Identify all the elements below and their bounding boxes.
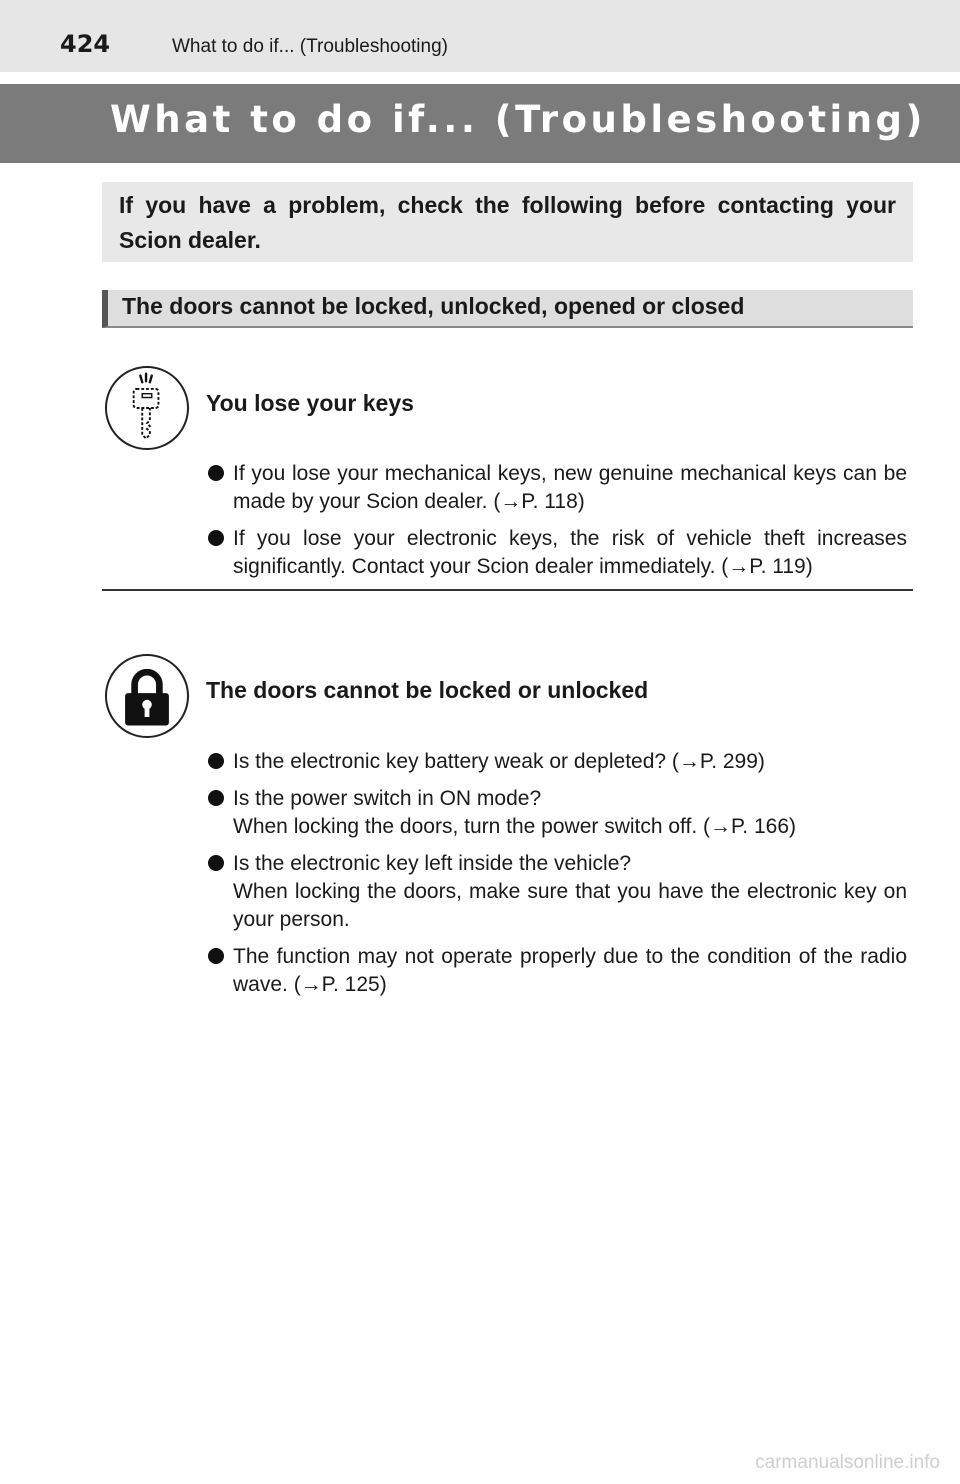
section-title: The doors cannot be locked, unlocked, opened or closed: [122, 293, 745, 319]
list-item: Is the electronic key left inside the vehicle? When locking the doors, make sure that you have the electronic key on your person.: [207, 850, 907, 934]
bullet-dot: [208, 465, 224, 481]
intro-box: [102, 182, 913, 262]
list-item: If you lose your mechanical keys, new genuine mechanical keys can be made by your Scion dealer. (→P. 118): [207, 460, 907, 516]
list-item: Is the electronic key battery weak or depleted? (→P. 299): [207, 748, 907, 776]
watermark: carmanualsonline.info: [755, 1452, 940, 1473]
topic-heading-doors-lock: The doors cannot be locked or unlocked: [206, 677, 649, 703]
list-item: Is the power switch in ON mode? When locking the doors, turn the power switch off. (→P. 166): [207, 785, 907, 841]
header-bar: [0, 0, 960, 72]
bullet-dot: [208, 530, 224, 546]
bullet-dot: [208, 753, 224, 769]
section-heading: [102, 290, 913, 328]
list-item: If you lose your electronic keys, the risk of vehicle theft increases significantly. Contact your Scion dealer immediately. (→P. 119): [207, 525, 907, 581]
intro-text: If you have a problem, check the following before contacting your Scion dealer.: [119, 192, 896, 253]
bullet-dot: [208, 855, 224, 871]
key-icon: [105, 366, 189, 450]
bullet-list-doors-lock: [207, 748, 907, 1008]
padlock-icon: [105, 654, 189, 738]
topic-heading-lost-keys: You lose your keys: [206, 390, 414, 416]
chapter-title: What to do if... (Troubleshooting): [110, 98, 926, 141]
page-number: 424: [60, 30, 111, 58]
running-head: What to do if... (Troubleshooting): [172, 36, 448, 57]
bullet-dot: [208, 790, 224, 806]
bullet-list-lost-keys: [207, 460, 907, 590]
bullet-dot: [208, 948, 224, 964]
divider: [102, 589, 913, 591]
list-item: The function may not operate properly due to the condition of the radio wave. (→P. 125): [207, 943, 907, 999]
